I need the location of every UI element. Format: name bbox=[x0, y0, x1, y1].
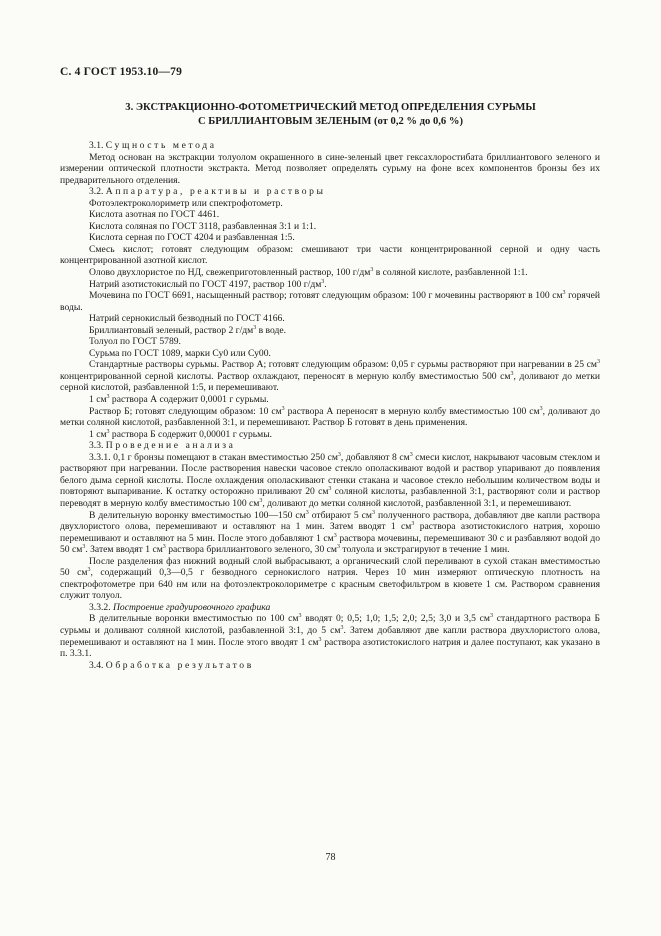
reagent-item: Фотоэлектроколориметр или спектрофотометр. bbox=[89, 197, 283, 209]
reagent-item: Кислота серная по ГОСТ 4204 и разбавленная 1:5. bbox=[89, 232, 295, 244]
reagent-item: Толуол по ГОСТ 5789. bbox=[89, 336, 181, 348]
document-body bbox=[60, 140, 601, 671]
reagent-item: Кислота соляная по ГОСТ 3118, разбавленная 3:1 и 1:1. bbox=[89, 220, 317, 232]
reagent-item: Натрий азотистокислый по ГОСТ 4197, раствор 100 $г/дм^3$. bbox=[89, 278, 327, 290]
section-title bbox=[60, 101, 601, 129]
heading-3-2: 3.2. Аппаратура, реактивы и растворы bbox=[89, 186, 326, 198]
reagent-item: Смесь кислот; готовят следующим образом: смешивают три части концентрированной серной и одну часть концентрированной азотной кислот. bbox=[60, 243, 600, 267]
heading-3-4: 3.4. Обработка результатов bbox=[89, 659, 254, 671]
reagent-item: Стандартные растворы сурьмы. Раствор А; готовят следующим образом: 0,05 г сурьмы растворяют при нагревании в 25 $см^3$ концентрированной серной кислоты. Раствор охлаждают, переносят в мерную колбу вместимостью 500 $см^3$, доливают до метки серной кислотой, разбавленной 1:5, и перемешивают. bbox=[60, 359, 600, 394]
reagent-item: 1 $см^3$ раствора Б содержит 0,00001 г сурьмы. bbox=[89, 428, 273, 440]
heading-3-3-2: 3.3.2. Построение градуировочного графика bbox=[89, 601, 271, 613]
heading-3-1: 3.1. Сущность метода bbox=[89, 140, 217, 151]
paragraph-funnel: В делительную воронку вместимостью 100—150 $см^3$ отбирают 5 $см^3$ полученного раствора, добавляют две капли раствора двухлористого олова, перемешивают и оставляют на 1 мин. Затем вводят 1 $см^3$ раствора азотистокислого натрия, хорошо перемешивают и оставляют на 5 мин. После этого добавляют 1 $см^3$ раствора мочевины, перемешивают 30 с и разбавляют водой до 50 $см^3$. Затем вводят 1 $см^3$ раствора бриллиантового зеленого, 30 $см^3$ толуола и экстрагируют в течение 1 мин. bbox=[60, 509, 601, 556]
title-line-2: С БРИЛЛИАНТОВЫМ ЗЕЛЕНЫМ (от 0,2 % до 0,6 %) bbox=[198, 116, 463, 127]
paragraph-method: Метод основан на экстракции толуолом окрашенного в сине-зеленый цвет гексахлоростибата бриллиантового зеленого и измерении оптической плотности экстракта. Метод позволяет определять сурьму на фоне всех компонентов бронзы без их предварительного отделения. bbox=[60, 151, 600, 186]
heading-3-3: 3.3. Проведение анализа bbox=[89, 440, 236, 452]
page-number: 78 bbox=[325, 852, 336, 863]
paragraph-calibration: В делительные воронки вместимостью по 100 $см^3$ вводят 0; 0,5; 1,0; 1,5; 2,0; 2,5; 3,0 и 3,5 $см^3$ стандартного раствора Б сурьмы и доливают соляной кислотой, разбавленной 3:1, до 5 $см^3$. Затем добавляют две капли раствора двухлористого олова, перемешивают и оставляют на 1 мин. После этого вводят 1 $см^3$ раствора азотистокислого натрия и далее поступают, как указано в п. 3.3.1. bbox=[60, 613, 601, 660]
reagent-item: Олово двухлористое по НД, свежеприготовленный раствор, 100 $г/дм^3$ в соляной кислоте, разбавленной 1:1. bbox=[89, 267, 528, 279]
reagent-item: Раствор Б; готовят следующим образом: 10 $см^3$ раствора А переносят в мерную колбу вместимостью 100 $см^3$, доливают до метки соляной кислотой, разбавленной 3:1, и перемешивают. Раствор Б готовят в день применения. bbox=[60, 405, 600, 429]
title-line-1: 3. ЭКСТРАКЦИОННО-ФОТОМЕТРИЧЕСКИЙ МЕТОД ОПРЕДЕЛЕНИЯ СУРЬМЫ bbox=[125, 102, 536, 113]
reagent-item: Мочевина по ГОСТ 6691, насыщенный раствор; готовят следующим образом: 100 г мочевины растворяют в 100 $см^3$ горячей воды. bbox=[60, 290, 600, 313]
paragraph-separation: После разделения фаз нижний водный слой выбрасывают, а органический слой переливают в сухой стакан вместимостью 50 $см^3$, содержащий 0,3—0,5 г безводного сернокислого натрия. Через 10 мин измеряют оптическую плотность на спектрофотометре при 640 нм или на фотоэлектроколориметре с красным светофильтром в кювете 1 см. Раствором сравнения служит толуол. bbox=[60, 555, 600, 602]
reagent-item: 1 $см^3$ раствора А содержит 0,0001 г сурьмы. bbox=[89, 394, 269, 406]
reagent-item: Кислота азотная по ГОСТ 4461. bbox=[89, 209, 220, 221]
paragraph-3-3-1: 3.3.1. 0,1 г бронзы помещают в стакан вместимостью 250 $см^3$, добавляют 8 $см^3$ смеси кислот, накрывают часовым стеклом и растворяют при нагревании. После растворения навески часовое стекло ополаскивают водой и раствор упаривают до появления белого дыма серной кислоты. После охлаждения ополаскивают стенки стакана и часовое стекло небольшим количеством воды и повторяют выпаривание. К остатку осторожно приливают 20 $см^3$ соляной кислоты, разбавленной 3:1, растворяют соли и раствор переводят в мерную колбу вместимостью 100 $см^3$, доливают до метки соляной кислотой, разбавленной 3:1, и перемешивают. bbox=[60, 451, 601, 509]
reagent-item: Натрий сернокислый безводный по ГОСТ 4166. bbox=[89, 313, 285, 325]
running-header: С. 4 ГОСТ 1953.10—79 bbox=[60, 66, 183, 78]
reagent-item: Сурьма по ГОСТ 1089, марки Су0 или Су00. bbox=[89, 347, 271, 359]
title-range: (от 0,2 % до 0,6 %) bbox=[374, 116, 463, 127]
reagent-item: Бриллиантовый зеленый, раствор 2 $г/дм^3$ в воде. bbox=[89, 324, 287, 336]
